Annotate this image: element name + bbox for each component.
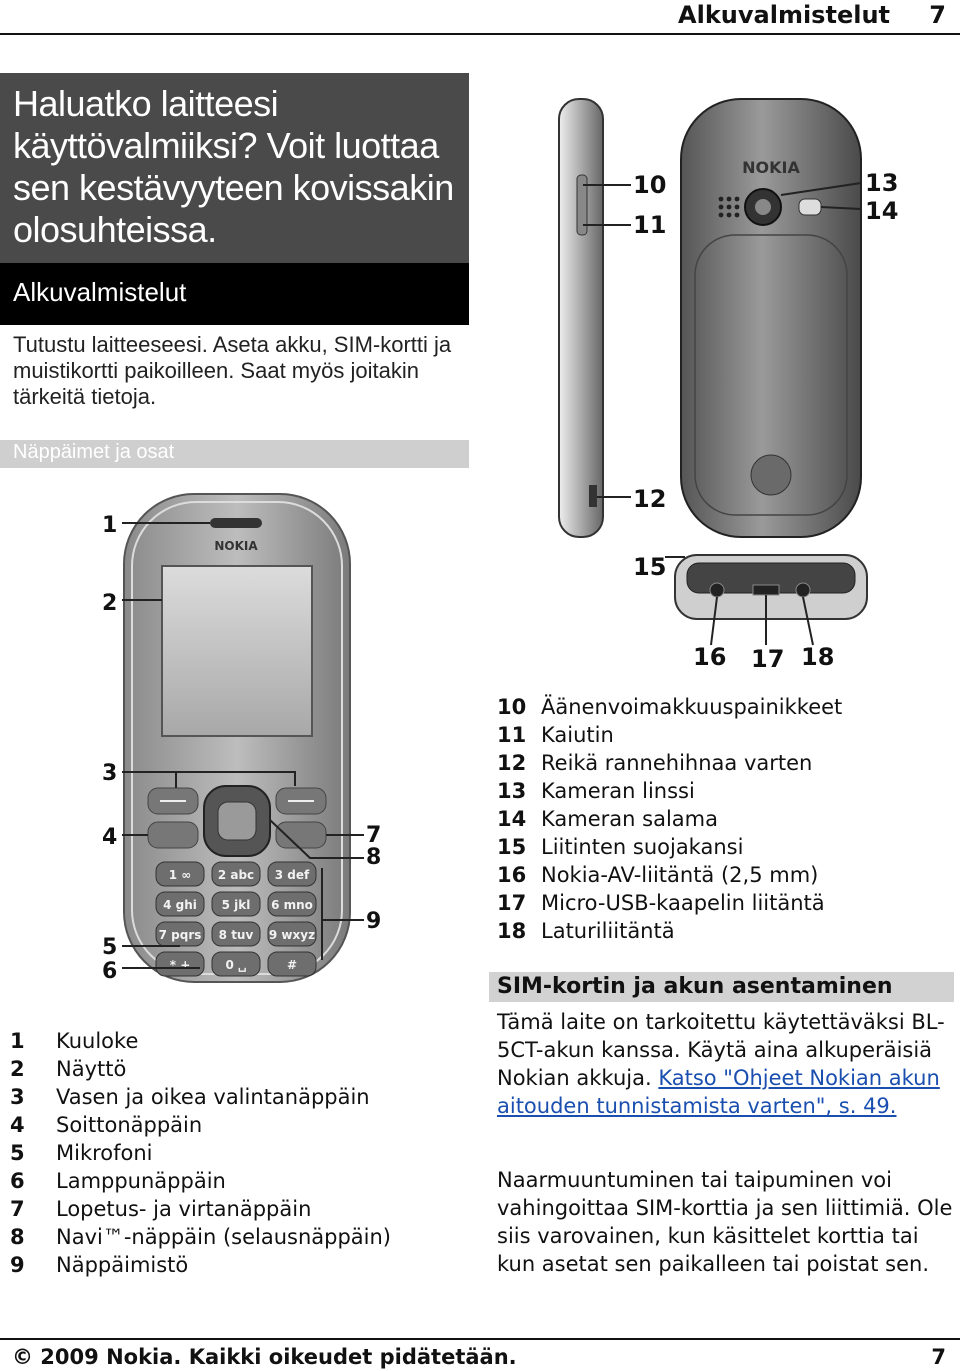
back-part-item-number: 18 [497,919,527,943]
keypad-key-label: 4 ghi [163,898,197,912]
callout-number: 3 [102,761,118,786]
front-part-item-label: Soittonäppäin [56,1113,203,1137]
header-section-title: Alkuvalmistelut [678,1,890,29]
front-part-item [10,1027,391,1055]
back-part-item-label: Micro-USB-kaapelin liitäntä [541,891,825,915]
front-part-item-label: Vasen ja oikea valintanäppäin [56,1085,370,1109]
keypad-key-label: 9 wxyz [268,928,316,942]
keypad-key-label: 2 abc [217,868,255,882]
back-part-item-number: 13 [497,779,527,803]
front-part-item-number: 1 [10,1029,25,1053]
charger-connector [796,583,810,597]
keypad-key-label: 3 def [274,868,310,882]
back-part-item [497,693,842,721]
callout-number: 15 [633,553,667,581]
back-part-item-number: 12 [497,751,527,775]
front-part-item-number: 7 [10,1197,25,1221]
back-part-item [497,889,842,917]
front-part-item [10,1139,391,1167]
front-parts-list [10,1027,391,1279]
keypad-key-label: * + [169,958,191,972]
callout-number: 16 [693,643,727,671]
front-brand-label: NOKIA [214,539,258,553]
intro-text: Tutustu laitteeseesi. Aseta akku, SIM-kortti ja muistikortti paikoilleen. Saat myös joitakin tärkeitä tietoja. [13,332,452,409]
front-part-item-label: Lopetus- ja virtanäppäin [56,1197,312,1221]
section-bar [0,263,469,325]
back-part-item-label: Liitinten suojakansi [541,835,744,859]
front-part-item-number: 3 [10,1085,25,1109]
keypad-key-label: # [286,958,298,972]
back-part-item-label: Äänenvoimakkuuspainikkeet [541,695,843,719]
footer-page-number: 7 [931,1345,946,1369]
back-part-item [497,777,842,805]
callout-number: 6 [102,959,118,984]
sim-paragraph-1 [497,1008,957,1120]
front-part-item [10,1083,391,1111]
front-part-item-label: Navi™-näppäin (selausnäppäin) [56,1225,391,1249]
call-key [148,822,198,848]
callout-number: 10 [633,171,667,199]
front-part-item [10,1111,391,1139]
front-part-item-number: 5 [10,1141,25,1165]
camera-flash [799,199,821,215]
speaker-grille [719,197,740,218]
subsection-title: Näppäimet ja osat [13,441,175,463]
back-part-item [497,917,842,945]
front-part-item-label: Kuuloke [56,1029,139,1053]
callout-number: 11 [633,211,667,239]
callout-number: 12 [633,485,667,513]
sim-paragraph-1-text: Tämä laite on tarkoitettu käytettäväksi BL-5CT-akun kanssa. Käytä aina alkuperäisiä Nokian akkuja. [497,1010,945,1090]
header-page-number: 7 [929,1,946,29]
keypad-key-label: 1 ∞ [168,868,192,882]
footer-rule [0,1338,960,1340]
front-part-item-number: 9 [10,1253,25,1277]
title-box [0,73,469,263]
phone-side-view [559,99,603,537]
keypad-key-label: 6 mno [271,898,313,912]
back-part-item [497,833,842,861]
back-cover-release [751,455,791,495]
callout-number: 17 [751,645,785,673]
back-part-item-label: Kameran linssi [541,779,695,803]
front-part-item-label: Näppäimistö [56,1253,189,1277]
front-part-item-label: Lamppunäppäin [56,1169,226,1193]
sim-section-title: SIM-kortin ja akun asentaminen [497,974,893,999]
end-key [276,822,326,848]
back-part-item-label: Reikä rannehihnaa varten [541,751,813,775]
back-part-item-label: Nokia-AV-liitäntä (2,5 mm) [541,863,819,887]
back-part-item-number: 16 [497,863,527,887]
back-part-item [497,861,842,889]
callout-number: 8 [366,845,382,870]
earpiece [210,518,262,528]
back-brand-label: NOKIA [742,158,800,177]
page-title: Haluatko laitteesi käyttövalmiiksi? Voit luottaa sen kestävyyteen kovissakin olosuhteissa. [13,83,454,250]
keypad-key-label: 0 ␣ [225,958,247,972]
display-screen [162,566,312,736]
back-part-item-number: 14 [497,807,527,831]
front-part-item [10,1055,391,1083]
front-part-item-number: 6 [10,1169,25,1193]
front-part-item-number: 4 [10,1113,25,1137]
front-part-item-label: Näyttö [56,1057,127,1081]
callout-number: 13 [865,169,899,197]
front-part-item-label: Mikrofoni [56,1141,153,1165]
keypad-key-label: 7 pqrs [158,928,202,942]
callout-number: 1 [102,513,118,538]
back-part-item-number: 11 [497,723,527,747]
back-part-item [497,749,842,777]
back-part-item-label: Kaiutin [541,723,614,747]
back-part-item-number: 10 [497,695,527,719]
front-part-item-number: 2 [10,1057,25,1081]
back-part-item-label: Kameran salama [541,807,718,831]
keypad-key-label: 5 jkl [221,898,251,912]
strap-hole [589,485,597,507]
back-part-item [497,805,842,833]
sim-paragraph-2: Naarmuuntuminen tai taipuminen voi vahingoittaa SIM-korttia ja sen liittimiä. Ole siis varovainen, kun käsittelet korttia tai kun asetat sen paikalleen tai poistat sen. [497,1168,953,1276]
front-part-item [10,1195,391,1223]
callout-number: 4 [102,825,118,850]
header-rule [0,33,960,35]
callout-number: 9 [366,909,382,934]
section-title: Alkuvalmistelut [13,277,187,307]
back-part-item-number: 15 [497,835,527,859]
front-part-item [10,1167,391,1195]
subsection-bar [0,440,469,468]
back-part-item [497,721,842,749]
usb-connector [753,585,779,595]
front-phone-illustration [80,490,390,990]
front-part-item-number: 8 [10,1225,25,1249]
callout-number: 5 [102,935,118,960]
sim-section-header [489,972,954,1002]
av-connector [710,583,724,597]
back-part-item-number: 17 [497,891,527,915]
callout-number: 14 [865,197,899,225]
back-phone-illustration [545,85,899,685]
back-parts-list [497,693,842,945]
footer-copyright: © 2009 Nokia. Kaikki oikeudet pidätetään. [12,1345,517,1369]
callout-number: 2 [102,591,118,616]
battery-authentication-link[interactable]: Katso "Ohjeet Nokian akun aitouden tunnistamista varten", s. 49. [497,1066,940,1118]
front-part-item [10,1223,391,1251]
front-part-item [10,1251,391,1279]
callout-number: 18 [801,643,835,671]
callout-number: 7 [366,823,382,848]
back-part-item-label: Laturiliitäntä [541,919,675,943]
keypad-key-label: 8 tuv [218,928,254,942]
